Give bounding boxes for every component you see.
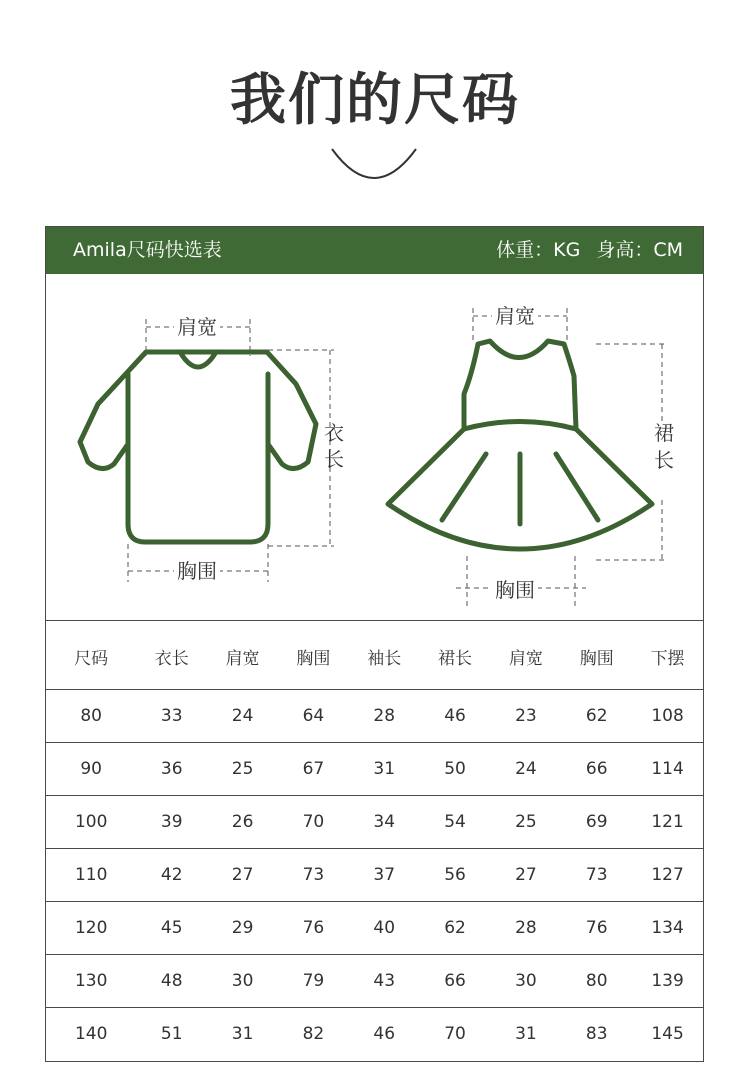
- table-cell: 66: [561, 743, 632, 796]
- table-cell: 50: [420, 743, 491, 796]
- table-cell: 24: [490, 743, 561, 796]
- table-cell: 69: [561, 796, 632, 849]
- table-row: [46, 690, 703, 743]
- dress-skirt-length-label-top: 裙: [654, 421, 674, 445]
- column-header: 胸围: [561, 621, 632, 690]
- table-cell: 70: [278, 796, 349, 849]
- shirt-length-label-bottom: 长: [324, 447, 344, 471]
- page-title: 我们的尺码: [230, 68, 520, 133]
- table-cell: 83: [585, 1024, 608, 1044]
- table-cell: 80: [46, 690, 136, 743]
- table-cell: 27: [490, 849, 561, 902]
- table-cell: 29: [207, 902, 278, 955]
- table-cell: 28: [349, 690, 420, 743]
- table-cell: 140: [74, 1024, 108, 1044]
- unit-info: [496, 227, 683, 274]
- table-cell: 70: [444, 1024, 466, 1044]
- table-cell: 25: [490, 796, 561, 849]
- table-cell: 30: [207, 955, 278, 1008]
- column-header: 下摆: [632, 621, 703, 690]
- table-cell: 26: [207, 796, 278, 849]
- table-cell: 45: [136, 902, 207, 955]
- table-cell: 76: [561, 902, 632, 955]
- table-cell: 90: [46, 743, 136, 796]
- table-cell: 33: [136, 690, 207, 743]
- table-cell: 73: [278, 849, 349, 902]
- height-unit: 身高：CM: [596, 239, 683, 261]
- table-cell: 42: [136, 849, 207, 902]
- table-header-row: [46, 621, 703, 690]
- dress-shoulder-label: 肩宽: [492, 305, 538, 327]
- table-cell: 24: [207, 690, 278, 743]
- shirt-length-label-top: 衣: [324, 421, 344, 445]
- table-cell: 64: [278, 690, 349, 743]
- column-header: 裙长: [420, 621, 491, 690]
- shirt-shoulder-label: 肩宽: [174, 316, 220, 338]
- table-cell: 62: [420, 902, 491, 955]
- table-row: [46, 743, 703, 796]
- measurement-diagram: [46, 274, 703, 620]
- table-cell: 43: [349, 955, 420, 1008]
- table-cell: 36: [136, 743, 207, 796]
- table-cell: 130: [46, 955, 136, 1008]
- size-chart-panel: [45, 226, 704, 1062]
- chart-title: Amila尺码快选表: [73, 239, 222, 261]
- size-table: [46, 621, 703, 1060]
- column-header: 尺码: [46, 621, 136, 690]
- table-cell: 127: [632, 849, 703, 902]
- table-cell: 31: [231, 1024, 254, 1044]
- table-cell: 134: [632, 902, 703, 955]
- table-cell: 39: [136, 796, 207, 849]
- table-cell: 76: [278, 902, 349, 955]
- table-cell: 31: [515, 1024, 537, 1044]
- table-cell: 139: [632, 955, 703, 1008]
- table-row: [46, 955, 703, 1008]
- table-row: [46, 849, 703, 902]
- table-cell: 54: [420, 796, 491, 849]
- column-header: 衣长: [136, 621, 207, 690]
- table-cell: 56: [420, 849, 491, 902]
- table-cell: 31: [349, 743, 420, 796]
- table-cell: 48: [136, 955, 207, 1008]
- dress-chest-label: 胸围: [492, 579, 538, 601]
- table-cell: 79: [278, 955, 349, 1008]
- table-cell: 62: [561, 690, 632, 743]
- table-cell: 34: [349, 796, 420, 849]
- table-cell: 145: [651, 1024, 684, 1044]
- table-row: [46, 1008, 703, 1061]
- table-row: [46, 902, 703, 955]
- table-cell: 110: [46, 849, 136, 902]
- weight-unit: 体重：KG: [496, 239, 581, 261]
- table-cell: 114: [632, 743, 703, 796]
- table-cell: 37: [349, 849, 420, 902]
- table-cell: 46: [373, 1024, 396, 1044]
- table-cell: 51: [160, 1024, 183, 1044]
- table-row: [46, 796, 703, 849]
- table-cell: 46: [420, 690, 491, 743]
- table-cell: 82: [302, 1024, 325, 1044]
- table-cell: 121: [632, 796, 703, 849]
- table-cell: 100: [46, 796, 136, 849]
- table-cell: 80: [561, 955, 632, 1008]
- table-cell: 27: [207, 849, 278, 902]
- table-cell: 73: [561, 849, 632, 902]
- shirt-chest-label: 胸围: [174, 560, 220, 582]
- dress-illustration: [46, 274, 703, 620]
- chart-header: [46, 227, 703, 274]
- smile-decoration: [329, 145, 419, 185]
- table-cell: 28: [490, 902, 561, 955]
- column-header: 袖长: [349, 621, 420, 690]
- table-cell: 40: [349, 902, 420, 955]
- column-header: 胸围: [278, 621, 349, 690]
- column-header: 肩宽: [207, 621, 278, 690]
- column-header: 肩宽: [490, 621, 561, 690]
- table-cell: 25: [207, 743, 278, 796]
- table-cell: 67: [278, 743, 349, 796]
- table-cell: 108: [632, 690, 703, 743]
- table-cell: 66: [420, 955, 491, 1008]
- dress-skirt-length-label-bottom: 长: [654, 448, 674, 472]
- table-cell: 120: [46, 902, 136, 955]
- table-cell: 30: [490, 955, 561, 1008]
- table-cell: 23: [490, 690, 561, 743]
